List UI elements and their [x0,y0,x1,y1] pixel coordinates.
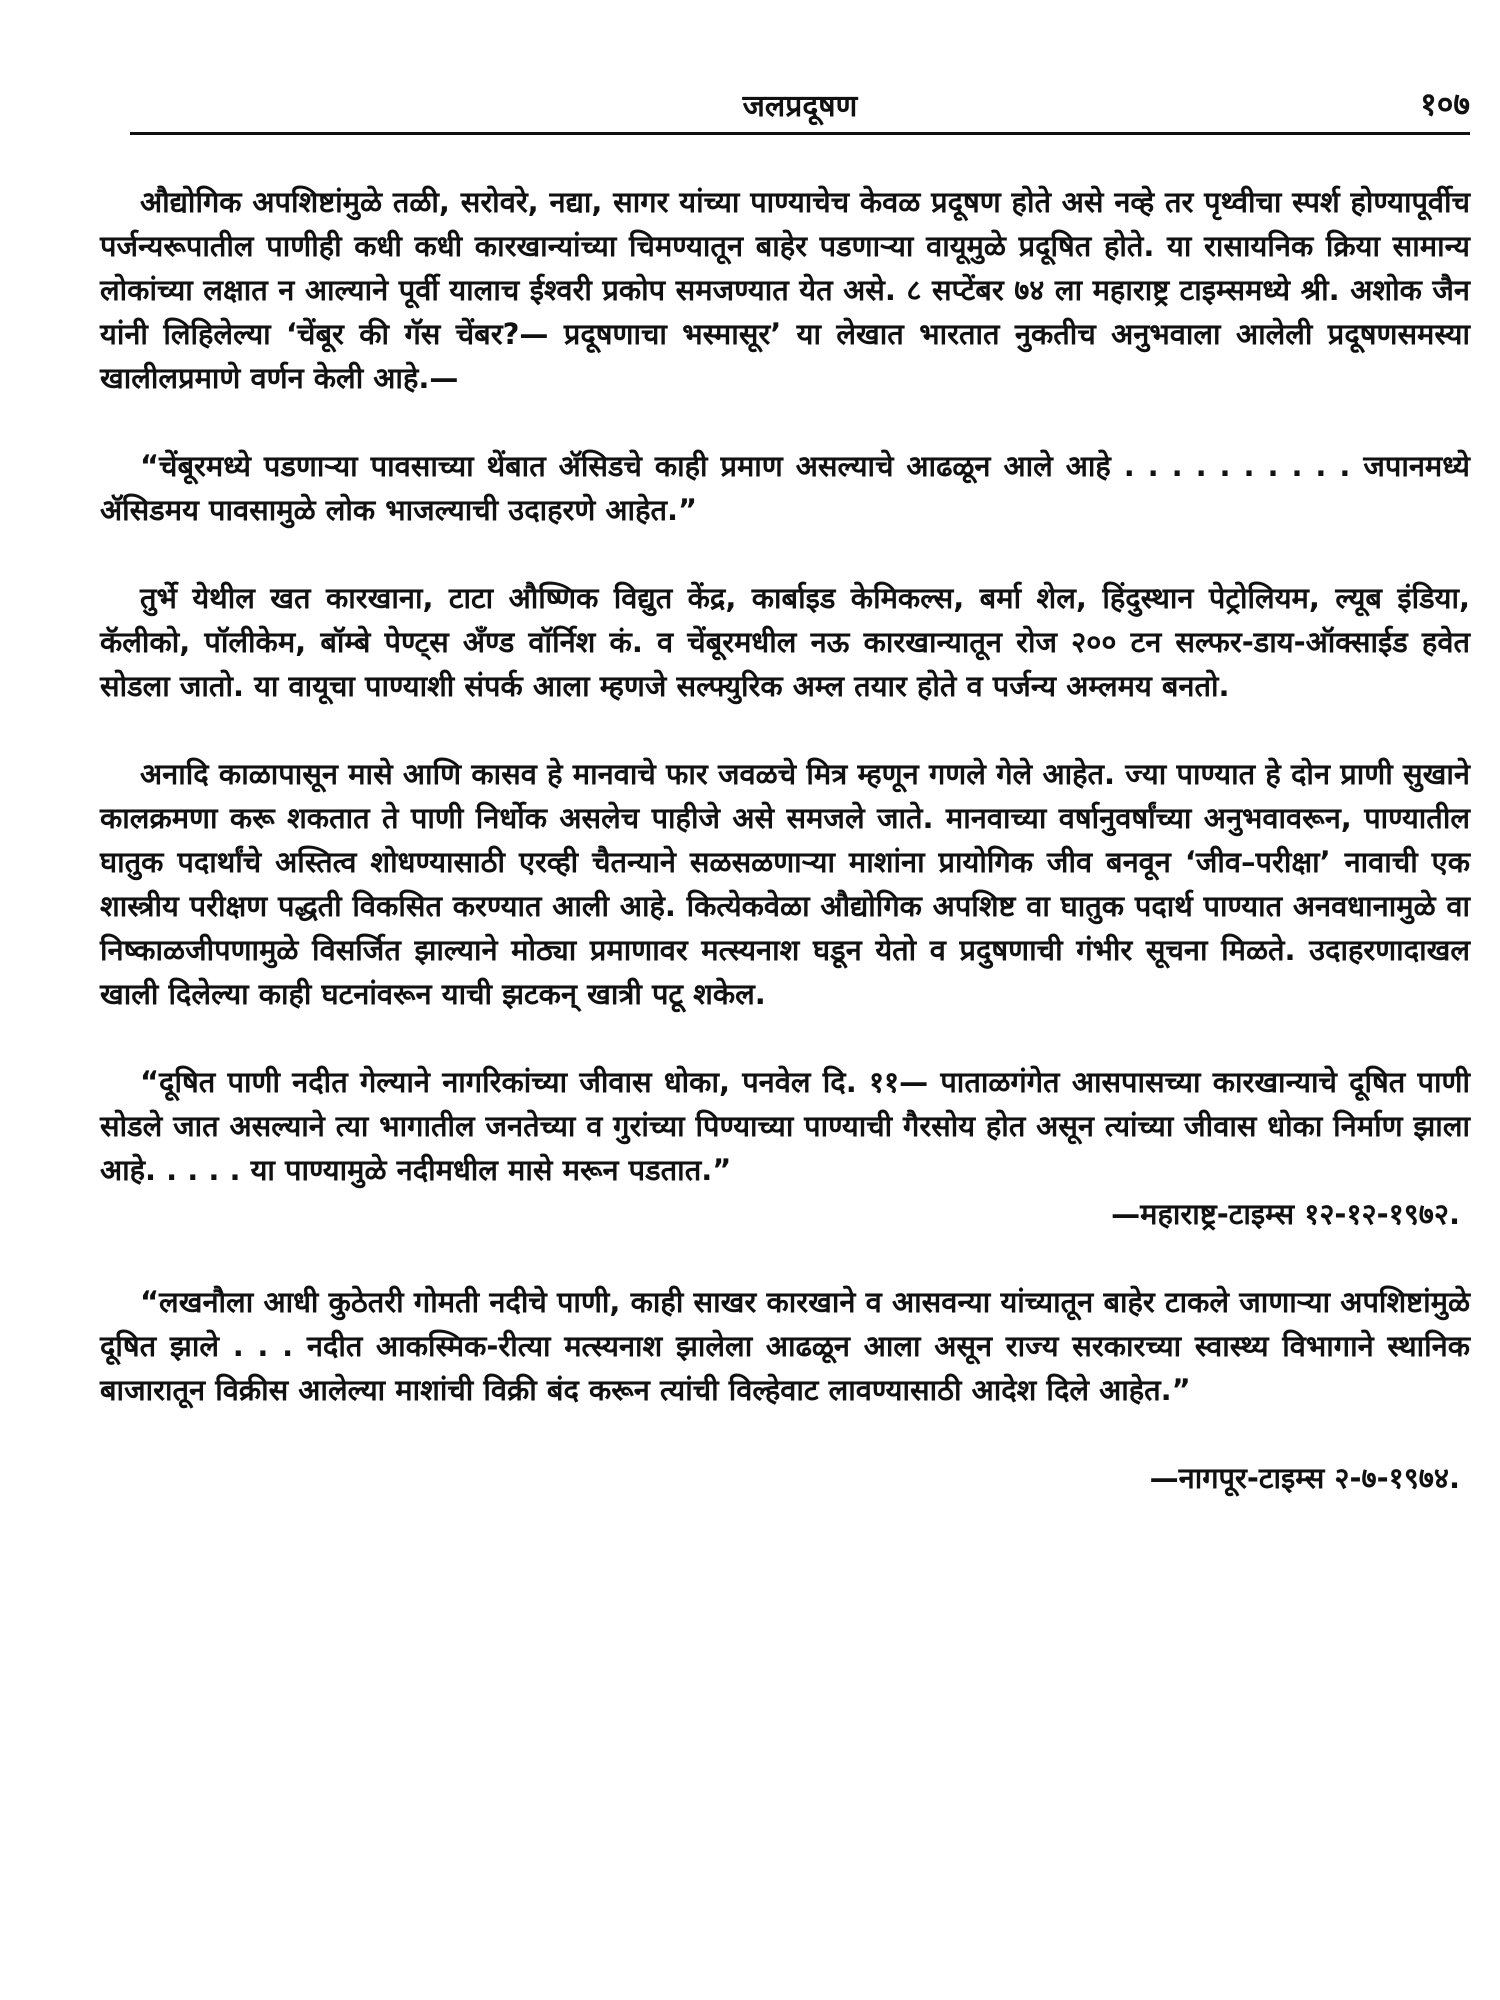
paragraph-factories-list: तुर्भे येथील खत कारखाना, टाटा औष्णिक विद्युत केंद्र, कार्बाइड केमिकल्स, बर्मा शेल, हिंदुस्थान पेट्रोलियम, ल्यूब इंडिया, कॅलीको, पॉलीकेम, बॉम्बे पेण्ट्स अँण्ड वॉर्निश कं. व चेंबूरमधील नऊ कारखान्यातून रोज २०० टन सल्फर-डाय-ऑक्साईड हवेत सोडला जातो. या वायूचा पाण्याशी संपर्क आला म्हणजे सल्फ्युरिक अम्ल तयार होते व पर्जन्य अम्लमय बनतो. [100,581,1470,703]
paragraph-industrial-waste: औद्योगिक अपशिष्टांमुळे तळी, सरोवरे, नद्या, सागर यांच्या पाण्याचेच केवळ प्रदूषण होते असे नव्हे तर पृथ्वीचा स्पर्श होण्यापूर्वीच पर्जन्यरूपातील पाणीही कधी कधी कारखान्यांच्या चिमण्यातून बाहेर पडणाऱ्या वायूमुळे प्रदूषित होते. या रासायनिक क्रिया सामान्य लोकांच्या लक्षात न आल्याने पूर्वी यालाच ईश्वरी प्रकोप समजण्यात येत असे. ८ सप्टेंबर ७४ ला महाराष्ट्र टाइम्समध्ये श्री. अशोक जैन यांनी लिहिलेल्या ‘चेंबूर की गॅस चेंबर?— प्रदूषणाचा भस्मासूर’ या लेखात भारतात नुकतीच अनुभवाला आलेली प्रदूषणसमस्या खालीलप्रमाणे वर्णन केली आहे.— [100,185,1470,395]
page-header [130,78,1470,128]
source-maharashtra-times: —महाराष्ट्र-टाइम्स १२-१२-१९७२. [1111,1197,1460,1231]
quote-panvel-news: “दूषित पाणी नदीत गेल्याने नागरिकांच्या जीवास धोका, पनवेल दि. ११— पाताळगंगेत आसपासच्या कारखान्याचे दूषित पाणी सोडले जात असल्याने त्या भागातील जनतेच्या व गुरांच्या पिण्याच्या पाण्याची गैरसोय होत असून त्यांच्या जीवास धोका निर्माण झाला आहे. . . . . या पाण्यामुळे नदीमधील मासे मरून पडतात.” [100,1065,1470,1187]
quote-lucknow-news: “लखनौला आधी कुठेतरी गोमती नदीचे पाणी, काही साखर कारखाने व आसवन्या यांच्यातून बाहेर टाकले जाणाऱ्या अपशिष्टांमुळे दूषित झाले . . . नदीत आकस्मिक-रीत्या मत्स्यनाश झालेला आढळून आला असून राज्य सरकारच्या स्वास्थ्य विभागाने स्थानिक बाजारातून विक्रीस आलेल्या माशांची विक्री बंद करून त्यांची विल्हेवाट लावण्यासाठी आदेश दिले आहेत.” [100,1285,1470,1407]
quote-chembur-acid-rain: “चेंबूरमध्ये पडणाऱ्या पावसाच्या थेंबात ॲसिडचे काही प्रमाण असल्याचे आढळून आले आहे . . . . . . . . . . जपानमध्ये ॲसिडमय पावसामुळे लोक भाजल्याची उदाहरणे आहेत.” [100,449,1470,527]
header-rule [130,132,1470,135]
source-nagpur-times: —नागपूर-टाइम्स २-७-१९७४. [1149,1461,1460,1495]
page-title: जलप्रदूषण [742,89,858,124]
page-number: १०७ [1420,85,1470,123]
page-body [100,180,1470,1500]
paragraph-fish-test: अनादि काळापासून मासे आणि कासव हे मानवाचे फार जवळचे मित्र म्हणून गणले गेले आहेत. ज्या पाण्यात हे दोन प्राणी सुखाने कालक्रमणा करू शकतात ते पाणी निर्धोक असलेच पाहीजे असे समजले जाते. मानवाच्या वर्षानुवर्षांच्या अनुभवावरून, पाण्यातील घातुक पदार्थांचे अस्तित्व शोधण्यासाठी एरव्ही चैतन्याने सळसळणाऱ्या माशांना प्रायोगिक जीव बनवून ‘जीव–परीक्षा’ नावाची एक शास्त्रीय परीक्षण पद्धती विकसित करण्यात आली आहे. कित्येकवेळा औद्योगिक अपशिष्ट वा घातुक पदार्थ पाण्यात अनवधानामुळे वा निष्काळजीपणामुळे विसर्जित झाल्याने मोठ्या प्रमाणावर मत्स्यनाश घडून येतो व प्रदुषणाची गंभीर सूचना मिळते. उदाहरणादाखल खाली दिलेल्या काही घटनांवरून याची झटकन् खात्री पटू शकेल. [100,757,1470,1011]
